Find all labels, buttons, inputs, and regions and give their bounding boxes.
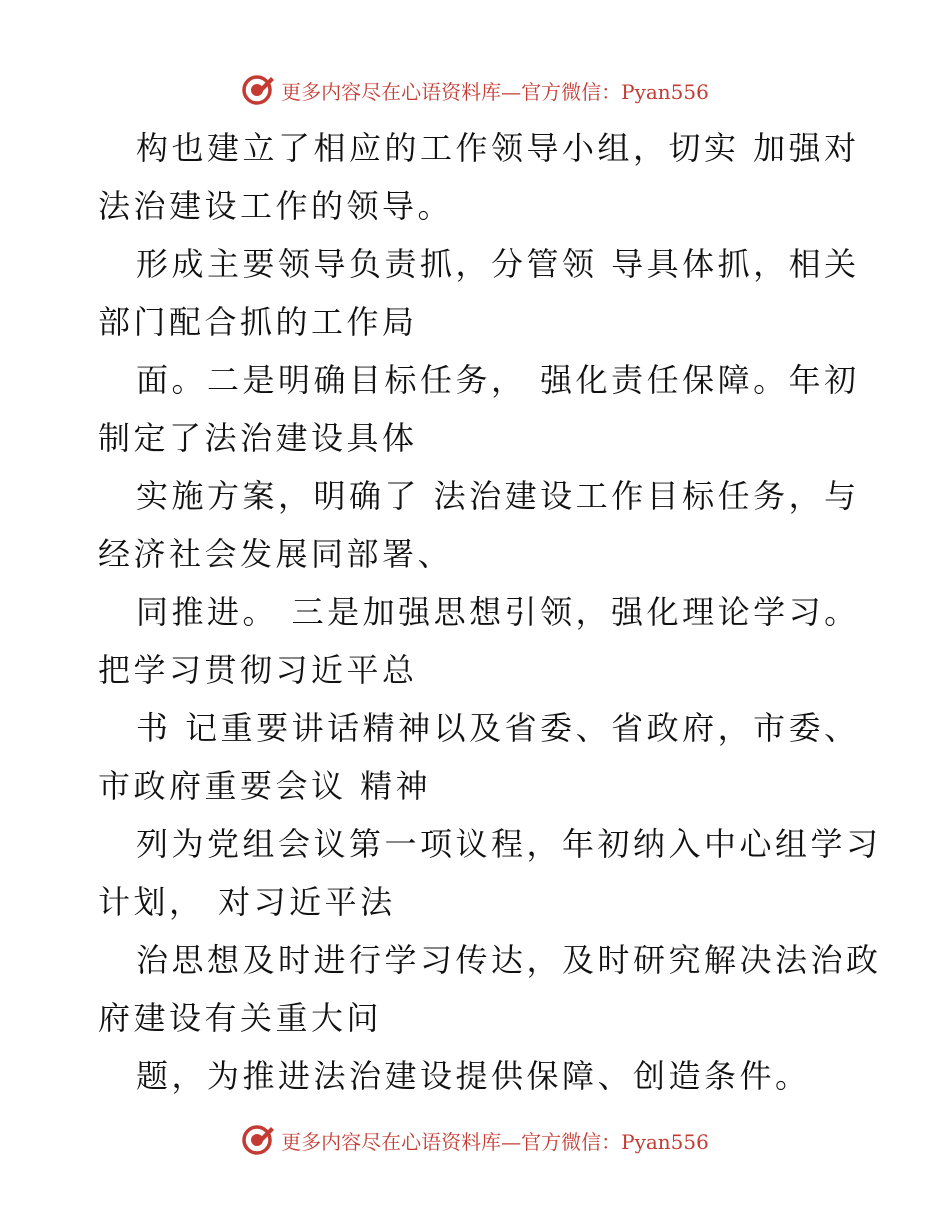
- paragraph-line: 市政府重要会议 精神: [98, 767, 432, 805]
- paragraph-line: 制定了法治建设具体: [98, 419, 418, 457]
- paragraph-line: 把学习贯彻习近平总: [98, 651, 418, 689]
- paragraph-line: 治思想及时进行学习传达，及时研究解决法治政: [136, 941, 882, 979]
- paragraph-line: 面。二是明确目标任务， 强化责任保障。年初: [136, 361, 860, 399]
- paragraph-line: 法治建设工作的领导。: [98, 187, 454, 225]
- paragraph-line: 计划， 对习近平法: [98, 883, 396, 921]
- paragraph-line: 府建设有关重大问: [98, 999, 383, 1037]
- paragraph-line: 列为党组会议第一项议程，年初纳入中心组学习: [136, 825, 882, 863]
- footer-banner-text: 更多内容尽在心语资料库—官方微信：Pyan556: [281, 1129, 709, 1154]
- paragraph-line: 同推进。 三是加强思想引领，强化理论学习。: [136, 593, 860, 631]
- header-banner-text: 更多内容尽在心语资料库—官方微信：Pyan556: [281, 79, 709, 104]
- paragraph-line: 书 记重要讲话精神以及省委、省政府，市委、: [136, 709, 860, 747]
- paragraph-line: 构也建立了相应的工作领导小组，切实 加强对: [136, 129, 860, 167]
- paragraph-line: 形成主要领导负责抓，分管领 导具体抓，相关: [136, 245, 860, 283]
- header-banner: [0, 70, 950, 110]
- pen-circle-logo-icon: [241, 1123, 275, 1157]
- paragraph-line: 经济社会发展同部署、: [98, 535, 454, 573]
- paragraph-line: 题，为推进法治建设提供保障、创造条件。: [136, 1057, 811, 1095]
- footer-banner: [0, 1120, 950, 1160]
- paragraph-line: 实施方案，明确了 法治建设工作目标任务，与: [136, 477, 860, 515]
- paragraph-line: 部门配合抓的工作局: [98, 303, 418, 341]
- pen-circle-logo-icon: [241, 73, 275, 107]
